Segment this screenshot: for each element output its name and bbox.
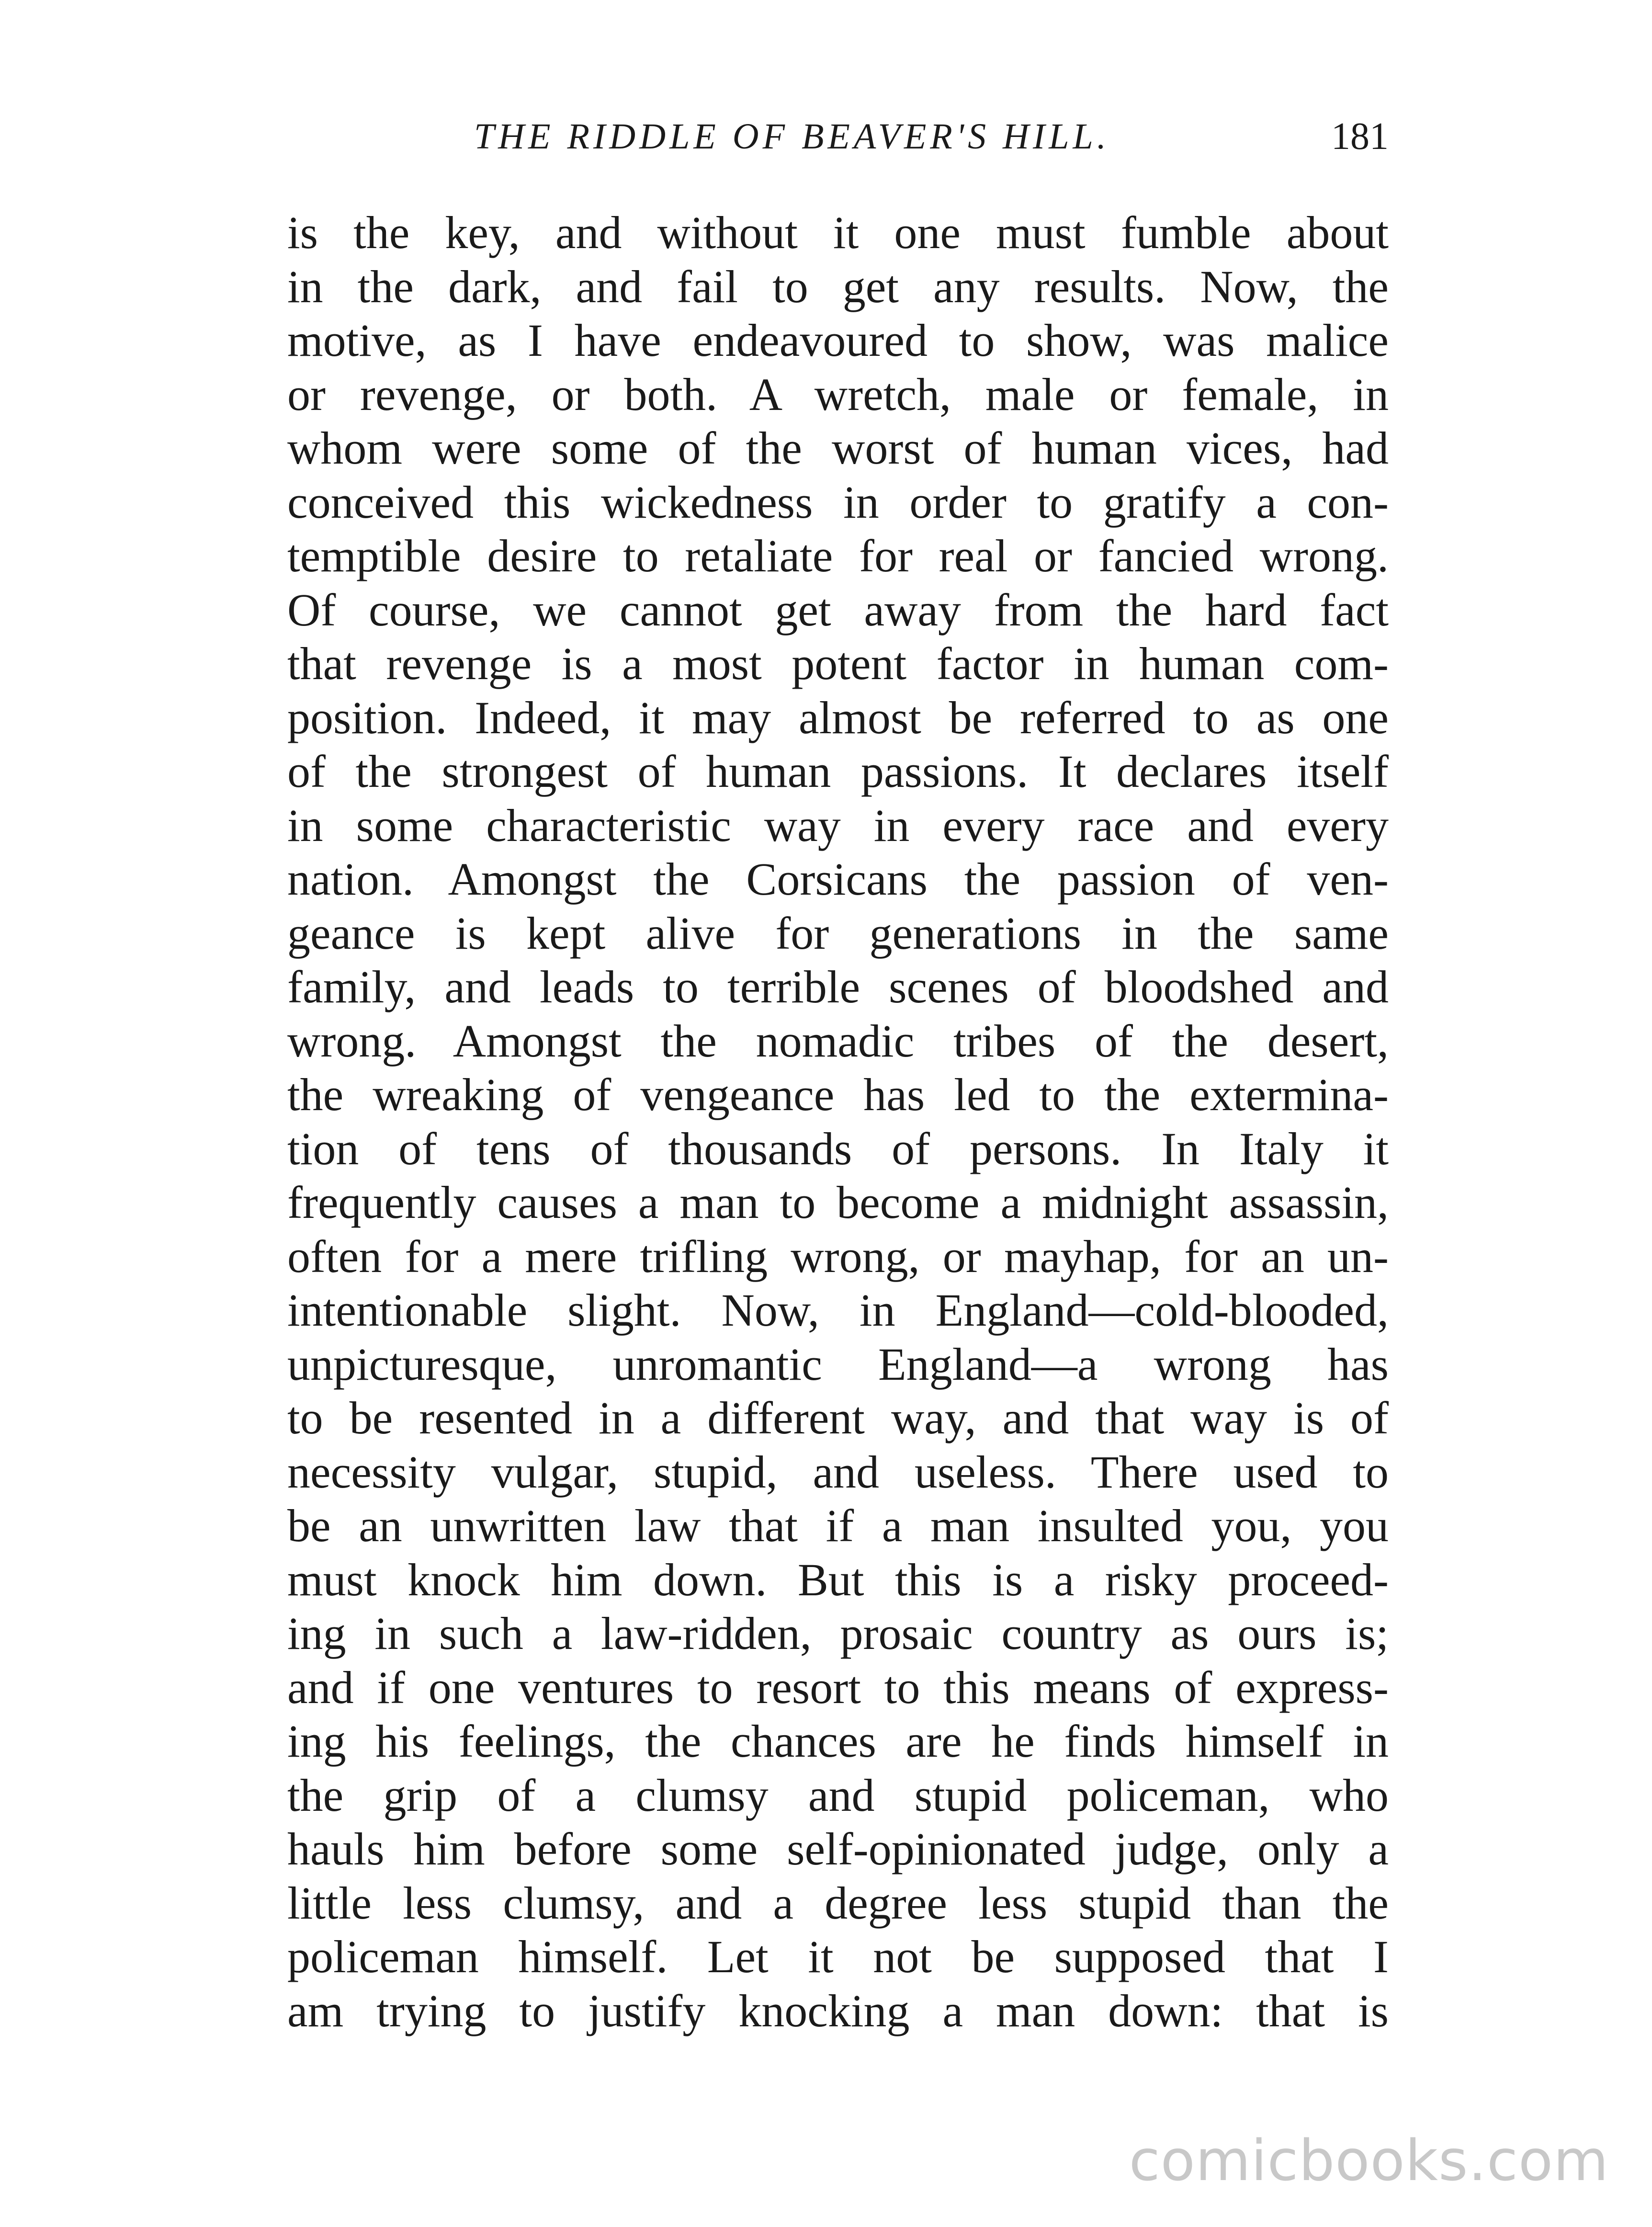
body-text xyxy=(287,206,1389,2038)
text-line: ing his feelings, the chances are he finds himself in xyxy=(287,1716,1389,1767)
text-line: position. Indeed, it may almost be referred to as one xyxy=(287,692,1389,743)
text-line: wrong. Amongst the nomadic tribes of the desert, xyxy=(287,1015,1389,1067)
text-line: frequently causes a man to become a midnight assassin, xyxy=(287,1177,1389,1228)
text-line: the wreaking of vengeance has led to the extermina- xyxy=(287,1069,1389,1120)
text-line: be an unwritten law that if a man insulted you, you xyxy=(287,1500,1389,1551)
text-line: motive, as I have endeavoured to show, was malice xyxy=(287,315,1389,366)
text-line: ing in such a law-ridden, prosaic country as ours is; xyxy=(287,1608,1389,1659)
watermark: comicbooks.com xyxy=(1129,2127,1609,2193)
text-line: policeman himself. Let it not be supposed that I xyxy=(287,1931,1389,1982)
text-line: unpicturesque, unromantic England—a wrong has xyxy=(287,1338,1389,1390)
text-line: am trying to justify knocking a man down: that is xyxy=(287,1985,1389,2036)
text-line: conceived this wickedness in order to gratify a con- xyxy=(287,476,1389,528)
text-line: is the key, and without it one must fumble about xyxy=(287,207,1389,258)
text-line: or revenge, or both. A wretch, male or female, in xyxy=(287,368,1389,420)
text-line: of the strongest of human passions. It declares itself xyxy=(287,746,1389,797)
text-line: geance is kept alive for generations in the same xyxy=(287,907,1389,959)
text-line: intentionable slight. Now, in England—cold-blooded, xyxy=(287,1284,1389,1336)
page-number: 181 xyxy=(1331,115,1389,158)
text-line: hauls him before some self-opinionated judge, only a xyxy=(287,1823,1389,1875)
text-line: in the dark, and fail to get any results. Now, the xyxy=(287,261,1389,312)
text-line: family, and leads to terrible scenes of bloodshed and xyxy=(287,961,1389,1012)
text-line: the grip of a clumsy and stupid policeman, who xyxy=(287,1769,1389,1821)
text-line: must knock him down. But this is a risky proceed- xyxy=(287,1554,1389,1605)
text-line: often for a mere trifling wrong, or mayhap, for an un- xyxy=(287,1230,1389,1282)
text-line: and if one ventures to resort to this means of express- xyxy=(287,1661,1389,1713)
running-title: THE RIDDLE OF BEAVER'S HILL. xyxy=(474,116,1110,157)
text-line: tion of tens of thousands of persons. In Italy it xyxy=(287,1123,1389,1174)
text-line: in some characteristic way in every race and every xyxy=(287,799,1389,851)
text-line: to be resented in a different way, and that way is of xyxy=(287,1392,1389,1443)
text-line: nation. Amongst the Corsicans the passion of ven- xyxy=(287,853,1389,905)
text-line: little less clumsy, and a degree less stupid than the xyxy=(287,1877,1389,1929)
text-line: whom were some of the worst of human vices, had xyxy=(287,422,1389,474)
text-line: temptible desire to retaliate for real or fancied wrong. xyxy=(287,530,1389,581)
running-head xyxy=(287,110,1389,163)
text-line: necessity vulgar, stupid, and useless. There used to xyxy=(287,1446,1389,1498)
text-line: that revenge is a most potent factor in human com- xyxy=(287,638,1389,689)
text-line: Of course, we cannot get away from the hard fact xyxy=(287,584,1389,636)
